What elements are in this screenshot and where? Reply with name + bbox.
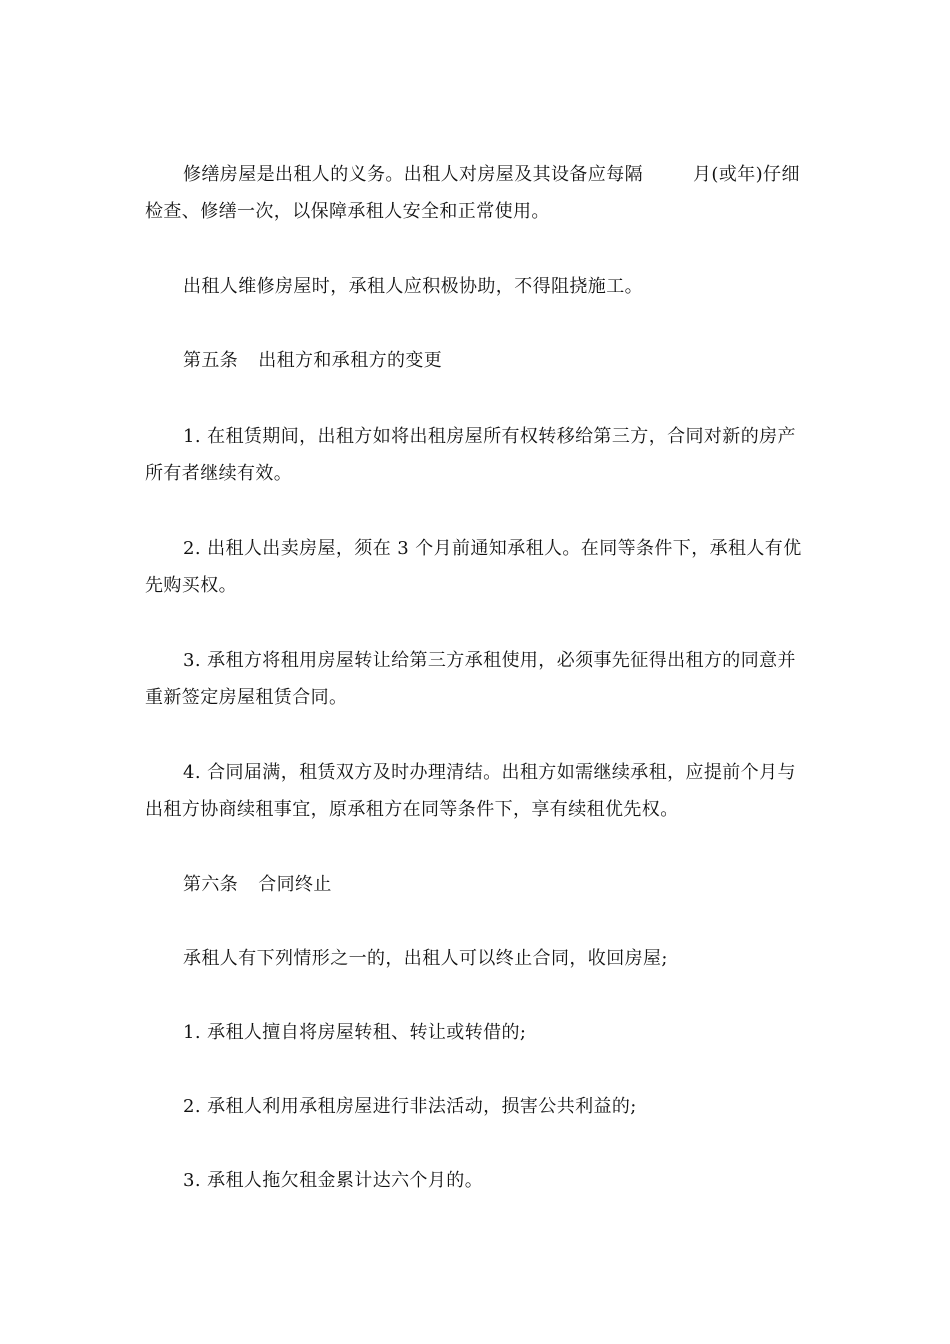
article-5-title: 出租方和承租方的变更 (258, 350, 443, 371)
article-5-heading (145, 342, 810, 379)
paragraph-repair-duty (145, 156, 810, 230)
article-5-clause-3: 3. 承租方将租用房屋转让给第三方承租使用，必须事先征得出租方的同意并重新签定房屋租赁合同。 (145, 650, 796, 708)
article-5-clause-1: 1. 在租赁期间，出租方如将出租房屋所有权转移给第三方，合同对新的房产所有者继续有效。 (145, 426, 796, 484)
article-6-number: 第六条 (183, 874, 239, 895)
repair-duty-text-start: 修缮房屋是出租人的义务。出租人对房屋及其设备应每隔 (183, 164, 643, 185)
article-6-heading (145, 866, 810, 903)
article-6-intro: 承租人有下列情形之一的，出租人可以终止合同，收回房屋; (183, 948, 668, 969)
paragraph-repair-cooperation: 出租人维修房屋时，承租人应积极协助，不得阻挠施工。 (183, 276, 643, 297)
article-6-item-1: 1. 承租人擅自将房屋转租、转让或转借的; (183, 1022, 527, 1043)
article-5-clause-2: 2. 出租人出卖房屋，须在 3 个月前通知承租人。在同等条件下，承租人有优先购买权。 (145, 538, 802, 596)
article-6-item-2: 2. 承租人利用承租房屋进行非法活动，损害公共利益的; (183, 1096, 637, 1117)
repair-duty-text-end: 月(或年)仔细检查、修缮一次，以保障承租人安全和正常使用。 (145, 164, 800, 222)
article-6-item-3: 3. 承租人拖欠租金累计达六个月的。 (183, 1170, 484, 1191)
article-5-number: 第五条 (183, 350, 239, 371)
article-5-clause-4: 4. 合同届满，租赁双方及时办理清结。出租方如需继续承租，应提前个月与出租方协商续租事宜，原承租方在同等条件下，享有续租优先权。 (145, 762, 796, 820)
article-6-title: 合同终止 (258, 874, 332, 895)
